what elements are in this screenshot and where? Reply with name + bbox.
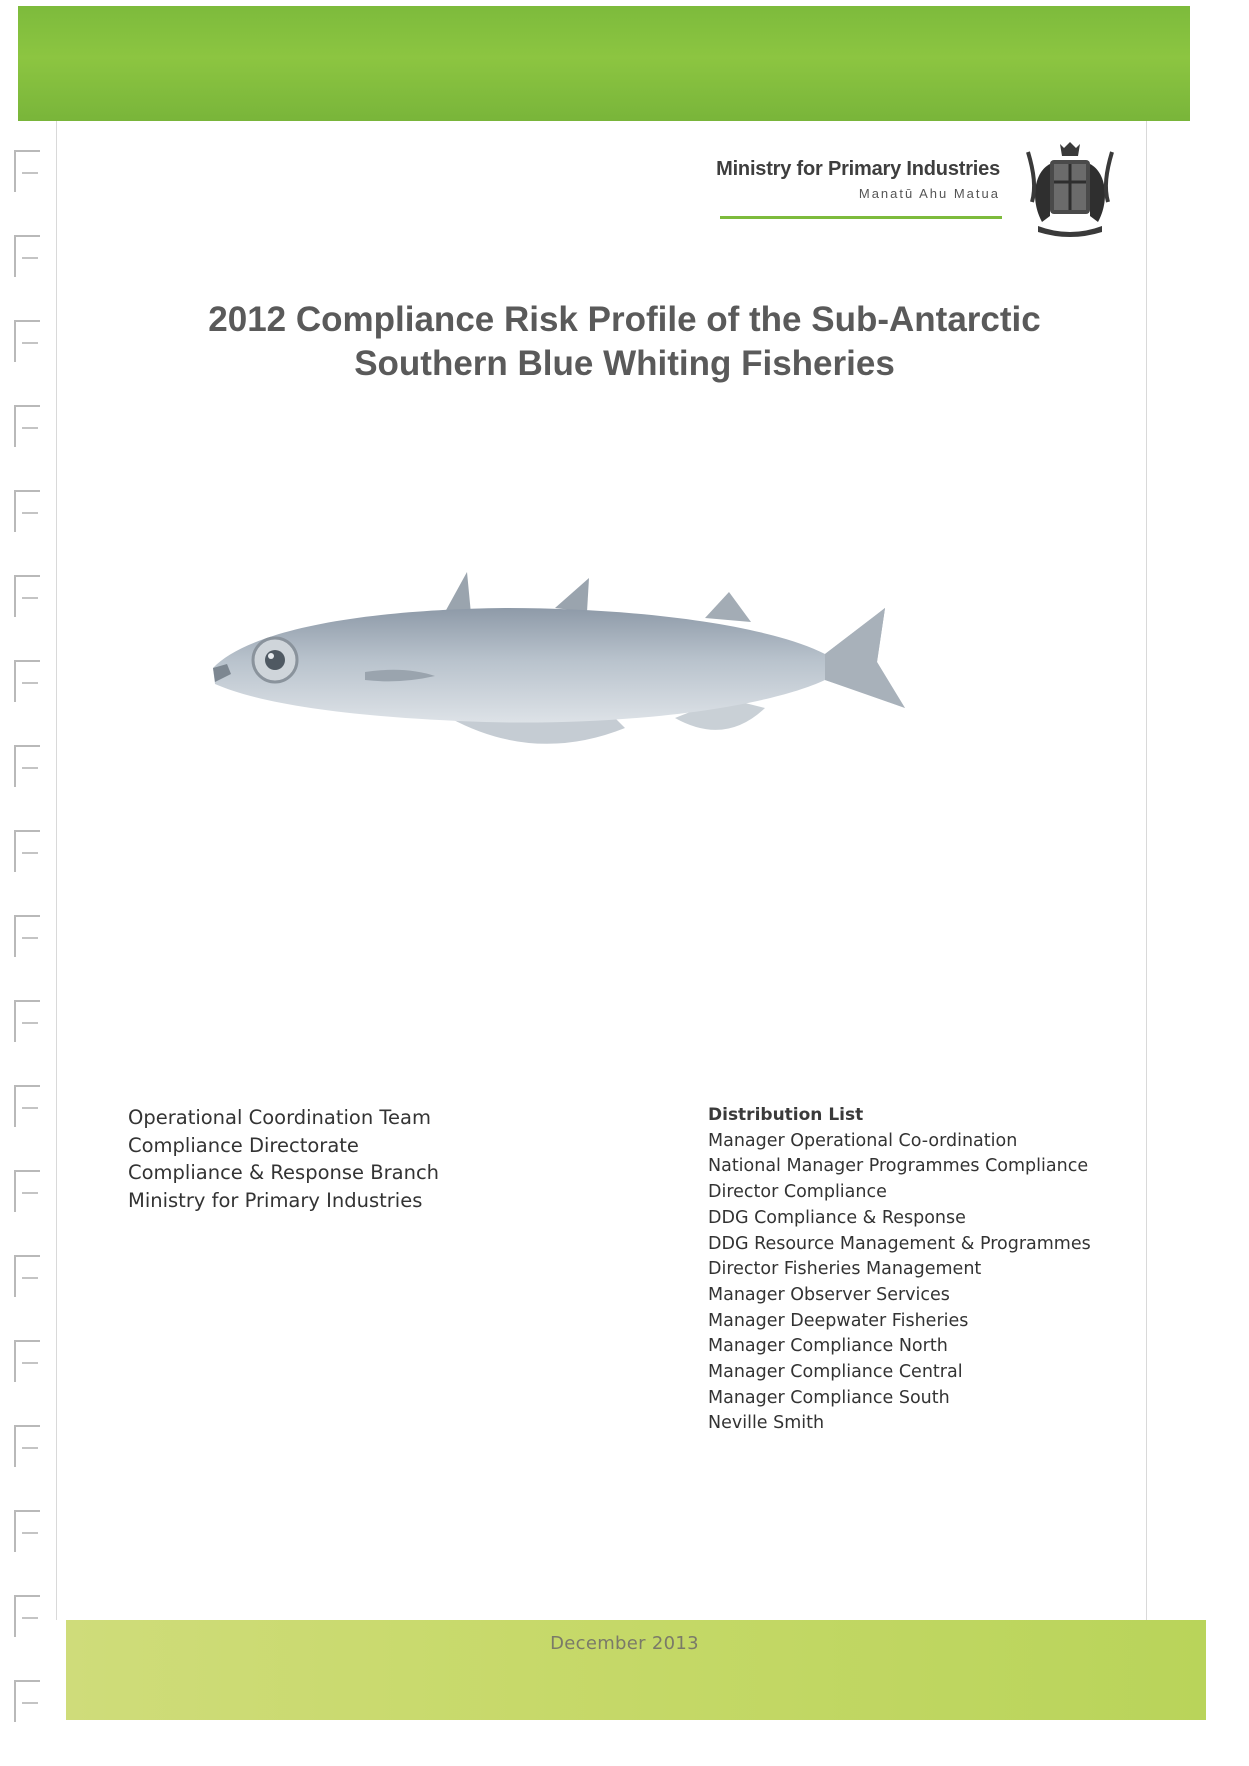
binding-ring-icon [14,235,40,277]
author-line: Compliance Directorate [128,1133,359,1157]
logo-underline [720,216,1002,219]
org-name-maori: Manatū Ahu Matua [858,186,1000,201]
distribution-heading: Distribution List [708,1105,864,1125]
header-green-band [18,6,1190,121]
author-line: Operational Coordination Team [128,1106,431,1129]
document-title [0,298,1249,386]
spiral-binding [8,0,48,1766]
binding-ring-icon [14,575,40,617]
binding-ring-icon [14,405,40,447]
binding-ring-icon [14,1340,40,1382]
distribution-item: Manager Deepwater Fisheries [708,1310,969,1331]
title-line-2: Southern Blue Whiting Fisheries [354,344,895,383]
author-line: Ministry for Primary Industries [128,1188,423,1212]
binding-ring-icon [14,490,40,532]
southern-blue-whiting-fish-icon [205,568,985,798]
title-line-1: 2012 Compliance Risk Profile of the Sub-Antarctic [208,300,1041,339]
binding-ring-icon [14,1680,40,1722]
distribution-item: Director Compliance [708,1182,887,1203]
distribution-list [708,1103,1091,1437]
distribution-item: Manager Observer Services [708,1284,950,1305]
binding-ring-icon [14,830,40,872]
binding-ring-icon [14,660,40,702]
distribution-item: Director Fisheries Management [708,1259,982,1280]
binding-ring-icon [14,745,40,787]
binding-ring-icon [14,150,40,192]
footer-date: December 2013 [550,1633,699,1654]
distribution-item: Manager Compliance Central [708,1362,963,1383]
distribution-item: DDG Compliance & Response [708,1207,966,1228]
distribution-item: DDG Resource Management & Programmes [708,1233,1091,1254]
distribution-item: Neville Smith [708,1413,825,1434]
distribution-item: Manager Compliance South [708,1387,950,1408]
ministry-logo [700,150,1120,240]
distribution-item: National Manager Programmes Compliance [708,1156,1089,1177]
binding-ring-icon [14,1510,40,1552]
binding-ring-icon [14,1595,40,1637]
binding-ring-icon [14,1000,40,1042]
binding-ring-icon [14,1425,40,1467]
author-block [128,1104,439,1214]
distribution-item: Manager Operational Co-ordination [708,1130,1018,1151]
author-line: Compliance & Response Branch [128,1161,440,1184]
nz-coat-of-arms-icon [1020,142,1120,242]
binding-ring-icon [14,915,40,957]
binding-ring-icon [14,1085,40,1127]
distribution-item: Manager Compliance North [708,1336,948,1357]
binding-ring-icon [14,1255,40,1297]
binding-ring-icon [14,1170,40,1212]
org-name: Ministry for Primary Industries [716,158,1000,180]
